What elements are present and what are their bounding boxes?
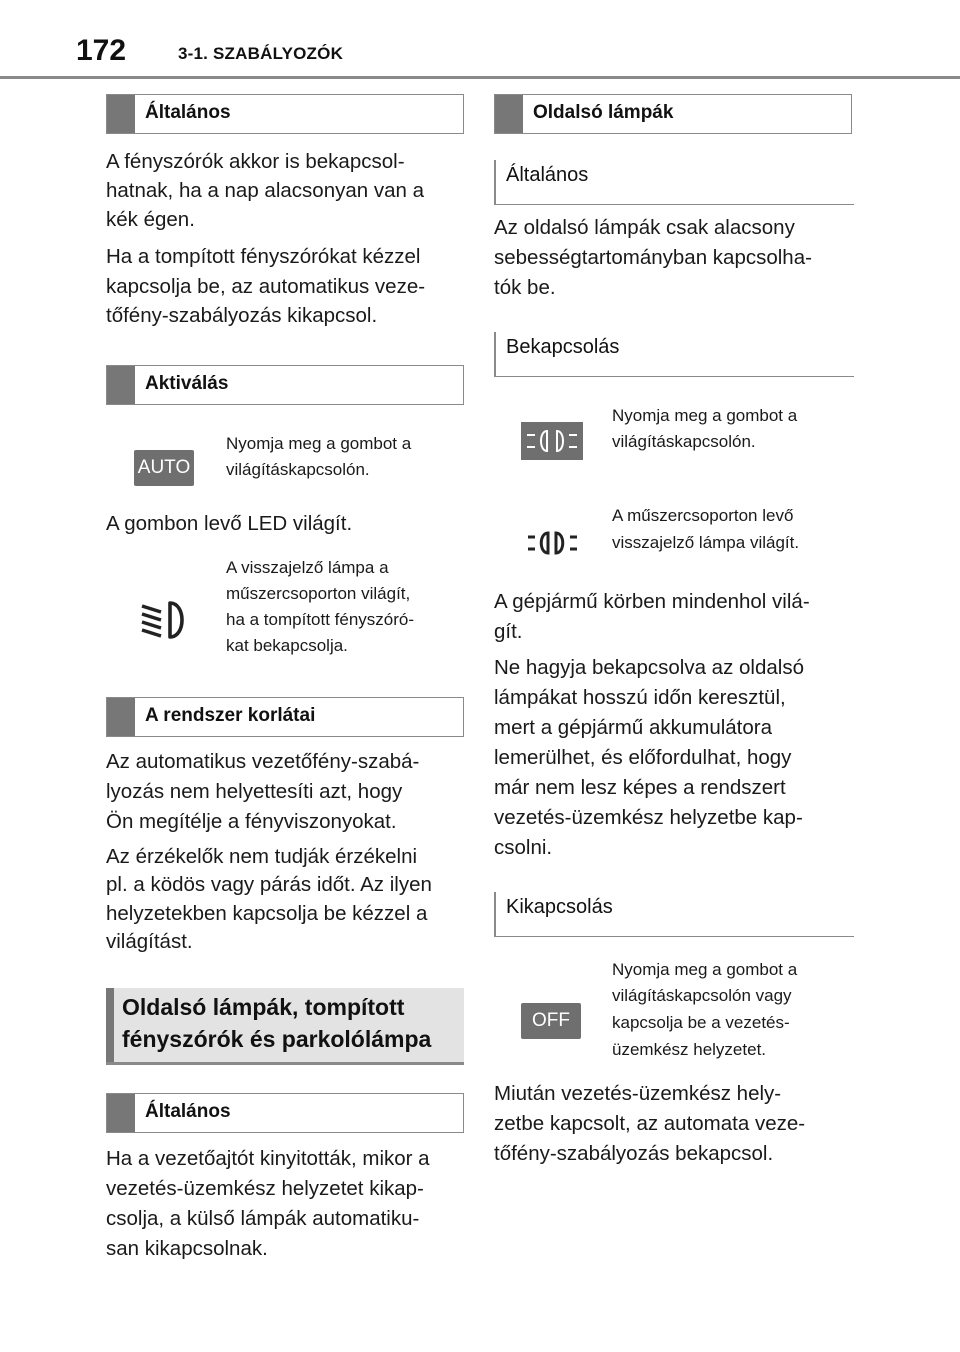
text-line: tőfény-szabályozás bekapcsol. [494, 1142, 774, 1165]
subheading-text: Bekapcsolás [506, 336, 620, 358]
text-line: csolja, a külső lámpák automatiku- [106, 1207, 420, 1230]
side-lights-button-icon [521, 422, 583, 460]
heading-line: Oldalsó lámpák, tompított [122, 994, 405, 1020]
text-line: Ne hagyja bekapcsolva az oldalsó [494, 656, 804, 679]
caption-line: A műszercsoporton levő [612, 506, 794, 525]
text-line: már nem lesz képes a rendszert [494, 776, 786, 799]
text-line: zetbe kapcsolt, az automata veze- [494, 1112, 806, 1135]
caption-line: ha a tompított fényszóró- [226, 610, 415, 629]
subheading-kikapcsolas [494, 892, 854, 937]
text-line: hatnak, ha a nap alacsonyan van a [106, 179, 424, 202]
heading-text: Aktiválás [145, 373, 229, 394]
text-line: kapcsolja be, az automatikus veze- [106, 275, 426, 298]
caption-line: Nyomja meg a gombot a [612, 406, 798, 425]
section-heading-altalanos [106, 94, 464, 134]
heading-text: A rendszer korlátai [145, 705, 316, 726]
text-line: san kikapcsolnak. [106, 1237, 268, 1260]
text-line: vezetés-üzemkész helyzetbe kap- [494, 806, 803, 829]
caption-line: világításkapcsolón. [612, 432, 756, 451]
text-line: vezetés-üzemkész helyzetet kikap- [106, 1177, 424, 1200]
heading-text: Oldalsó lámpák [533, 102, 674, 123]
heading-bar [107, 698, 135, 736]
text-line: Az automatikus vezetőfény-szabá- [106, 750, 420, 773]
page-number: 172 [76, 34, 127, 67]
caption-line: Nyomja meg a gombot a [612, 960, 798, 979]
text-line: helyzetekben kapcsolja be kézzel a [106, 902, 428, 925]
text-line: csolni. [494, 836, 553, 859]
off-button-icon: OFF [521, 1003, 581, 1039]
text-line: pl. a ködös vagy párás időt. Az ilyen [106, 873, 432, 896]
caption-line: üzemkész helyzetet. [612, 1040, 767, 1059]
text-line: lámpákat hosszú időn keresztül, [494, 686, 786, 709]
subheading-bekapcsolas [494, 332, 854, 377]
heading-text: Általános [145, 102, 231, 123]
text-line: A gépjármű körben mindenhol vilá- [494, 590, 810, 613]
caption-line: világításkapcsolón vagy [612, 986, 792, 1005]
heading-bar [495, 95, 523, 133]
text-line: lyozás nem helyettesíti azt, hogy [106, 780, 403, 803]
caption-line: világításkapcsolón. [226, 460, 370, 479]
caption-line: kat bekapcsolja. [226, 636, 348, 655]
text-line: Miután vezetés-üzemkész hely- [494, 1082, 782, 1105]
caption-line: Nyomja meg a gombot a [226, 434, 412, 453]
heading-bar [107, 366, 135, 404]
text-line: világítást. [106, 930, 193, 953]
chapter-title: 3-1. SZABÁLYOZÓK [178, 44, 344, 63]
caption-line: műszercsoporton világít, [226, 584, 411, 603]
chapter-heading-oldalso-lampak [106, 988, 464, 1065]
subheading-altalanos [494, 160, 854, 205]
heading-bar [107, 1094, 135, 1132]
text-line: Az oldalsó lámpák csak alacsony [494, 216, 795, 239]
text-line: tőfény-szabályozás kikapcsol. [106, 304, 378, 327]
auto-button-icon: AUTO [134, 450, 194, 486]
heading-text: Általános [145, 1101, 231, 1122]
subheading-text: Kikapcsolás [506, 896, 613, 918]
low-beam-indicator-icon [140, 597, 190, 643]
text-line: Ön megítélje a fényviszonyokat. [106, 810, 397, 833]
text-line: lemerülhet, és előfordulhat, hogy [494, 746, 792, 769]
text-line: sebességtartományban kapcsolha- [494, 246, 812, 269]
text-line: Ha a vezetőajtót kinyitották, mikor a [106, 1147, 430, 1170]
heading-bar [106, 988, 114, 1062]
subheading-text: Általános [506, 164, 589, 186]
heading-bar [107, 95, 135, 133]
header-rule [0, 76, 960, 79]
section-heading-oldalso-lampak [494, 94, 852, 134]
side-lights-indicator-icon [528, 530, 578, 556]
section-heading-altalanos-2 [106, 1093, 464, 1133]
caption-line: kapcsolja be a vezetés- [612, 1013, 790, 1032]
led-text: A gombon levő LED világít. [106, 512, 353, 535]
text-line: tók be. [494, 276, 556, 299]
text-line: A fényszórók akkor is bekapcsol- [106, 150, 405, 173]
section-heading-korlatai [106, 697, 464, 737]
caption-line: A visszajelző lámpa a [226, 558, 389, 577]
text-line: mert a gépjármű akkumulátora [494, 716, 773, 739]
text-line: kék égen. [106, 208, 195, 231]
text-line: Ha a tompított fényszórókat kézzel [106, 245, 421, 268]
text-line: Az érzékelők nem tudják érzékelni [106, 845, 418, 868]
section-heading-aktivalas [106, 365, 464, 405]
heading-line: fényszórók és parkolólámpa [122, 1026, 432, 1052]
caption-line: visszajelző lámpa világít. [612, 533, 800, 552]
text-line: gít. [494, 620, 523, 643]
